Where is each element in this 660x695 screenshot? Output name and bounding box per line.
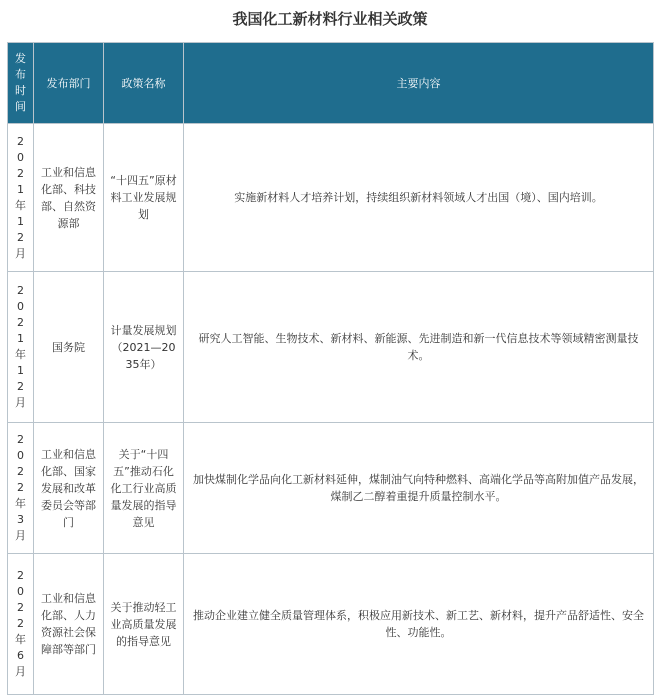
time-char: 2 (17, 601, 24, 614)
cell-policy: 计量发展规划（2021—2035年） (104, 272, 184, 423)
header-time-char: 时 (15, 84, 26, 97)
time-char: 年 (15, 633, 26, 646)
time-char: 年 (15, 348, 26, 361)
cell-time (8, 423, 34, 554)
time-char: 月 (15, 396, 26, 409)
cell-time (8, 554, 34, 695)
table-row (8, 554, 654, 695)
time-char: 1 (17, 364, 24, 377)
time-char: 年 (15, 497, 26, 510)
time-char: 月 (15, 529, 26, 542)
cell-content: 加快煤制化学品向化工新材料延伸，煤制油气向特种燃料、高端化学品等高附加值产品发展，煤制乙二醇着重提升质量控制水平。 (184, 423, 654, 554)
cell-content: 研究人工智能、生物技术、新材料、新能源、先进制造和新一代信息技术等领域精密测量技术。 (184, 272, 654, 423)
header-time-char: 布 (15, 68, 26, 81)
header-content: 主要内容 (184, 43, 654, 124)
time-char: 2 (17, 230, 24, 244)
time-char: 2 (17, 284, 24, 297)
time-char: 2 (17, 380, 24, 393)
time-char: 0 (17, 585, 24, 598)
time-char: 2 (17, 316, 24, 329)
cell-content: 推动企业建立健全质量管理体系，积极应用新技术、新工艺、新材料，提升产品舒适性、安全性、功能性。 (184, 554, 654, 695)
time-char: 0 (17, 150, 24, 164)
time-char: 3 (17, 513, 24, 526)
time-char: 2 (17, 433, 24, 446)
page-title: 我国化工新材料行业相关政策 (232, 10, 428, 28)
time-char: 6 (17, 649, 24, 662)
time-char: 2 (17, 569, 24, 582)
table-row (8, 124, 654, 272)
header-time (8, 43, 34, 124)
cell-content: 实施新材料人才培养计划，持续组织新材料领域人才出国（境）、国内培训。 (184, 124, 654, 272)
time-char: 1 (17, 182, 24, 196)
header-time-char: 间 (15, 100, 26, 113)
time-char: 月 (15, 665, 26, 678)
time-char: 1 (17, 332, 24, 345)
cell-policy: “十四五”原材料工业发展规划 (104, 124, 184, 272)
cell-policy: 关于“十四五”推动石化化工行业高质量发展的指导意见 (104, 423, 184, 554)
cell-policy: 关于推动轻工业高质量发展的指导意见 (104, 554, 184, 695)
time-char: 1 (17, 214, 24, 228)
time-char: 2 (17, 465, 24, 478)
time-char: 2 (17, 481, 24, 494)
time-char: 年 (15, 198, 26, 212)
time-char: 月 (15, 246, 26, 260)
cell-time (8, 272, 34, 423)
time-char: 2 (17, 134, 24, 148)
cell-time (8, 124, 34, 272)
policy-table (7, 42, 654, 695)
time-char: 2 (17, 617, 24, 630)
table-header-row (8, 43, 654, 124)
header-department: 发布部门 (34, 43, 104, 124)
table-row (8, 272, 654, 423)
header-policy: 政策名称 (104, 43, 184, 124)
table-row (8, 423, 654, 554)
time-char: 0 (17, 300, 24, 313)
cell-department: 工业和信息化部、国家发展和改革委员会等部门 (34, 423, 104, 554)
header-time-char: 发 (15, 52, 26, 65)
time-char: 0 (17, 449, 24, 462)
cell-department: 国务院 (34, 272, 104, 423)
cell-department: 工业和信息化部、人力资源社会保障部等部门 (34, 554, 104, 695)
cell-department: 工业和信息化部、科技部、自然资源部 (34, 124, 104, 272)
time-char: 2 (17, 166, 24, 180)
